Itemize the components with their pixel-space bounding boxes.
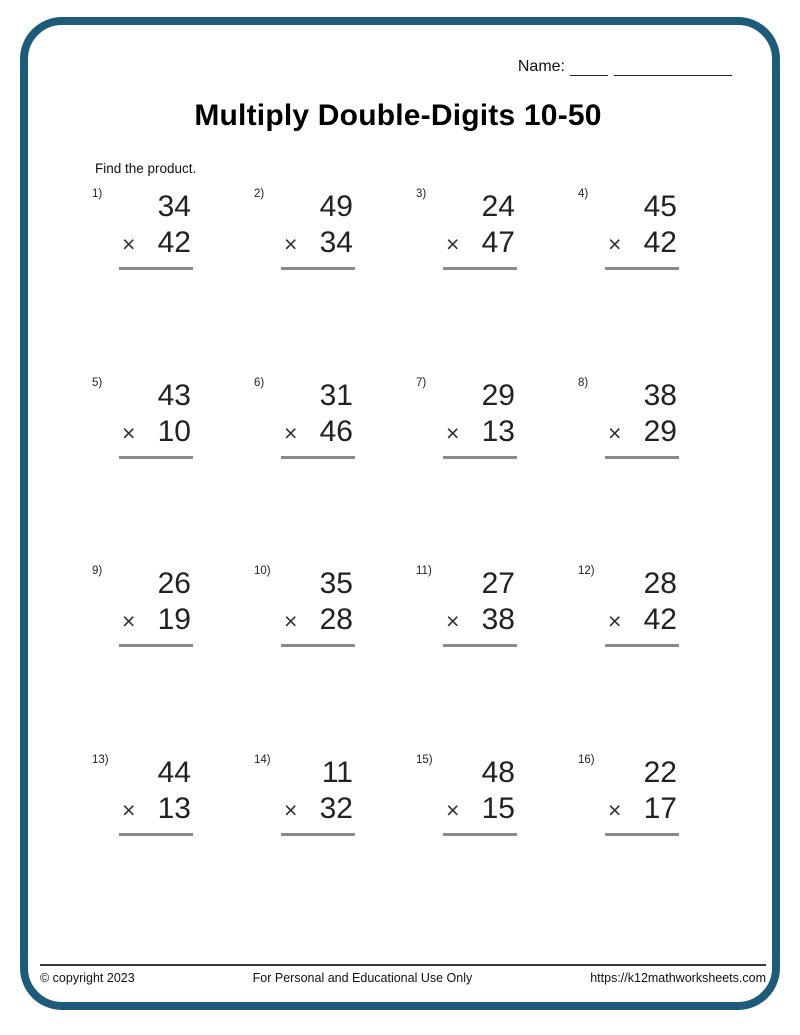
problem-work-area [119, 755, 193, 836]
answer-line [119, 644, 193, 647]
bottom-operand: 13 [481, 414, 515, 448]
multiplication-problem [578, 752, 740, 941]
multiplication-problem [92, 375, 254, 564]
problem-work-area [119, 378, 193, 459]
problem-number: 3) [416, 188, 427, 200]
problem-work-area [119, 566, 193, 647]
name-blank-line-long [614, 58, 732, 76]
answer-line [605, 833, 679, 836]
top-operand: 27 [481, 567, 515, 600]
multiplication-problem [254, 563, 416, 752]
problem-work-area [443, 755, 517, 836]
multiplication-problem [578, 375, 740, 564]
answer-line [281, 644, 355, 647]
problems-grid [92, 186, 740, 940]
bottom-operand: 13 [157, 791, 191, 825]
multiply-icon: × [446, 231, 460, 257]
answer-line [281, 456, 355, 459]
answer-line [281, 267, 355, 270]
multiplication-problem [254, 752, 416, 941]
problem-work-area [443, 189, 517, 270]
problem-number: 2) [254, 188, 265, 200]
answer-line [443, 456, 517, 459]
bottom-operand: 42 [157, 226, 191, 259]
problem-number: 14) [254, 753, 271, 766]
bottom-operand-row [119, 224, 193, 263]
top-operand: 28 [643, 567, 677, 600]
answer-line [605, 644, 679, 647]
bottom-operand-row [443, 601, 517, 640]
bottom-operand-row [605, 601, 679, 640]
problem-number: 11) [416, 565, 432, 577]
top-operand: 48 [481, 755, 515, 789]
problem-number: 10) [254, 565, 271, 577]
problem-work-area [119, 189, 193, 270]
multiply-icon: × [608, 419, 622, 446]
problem-number: 1) [92, 188, 103, 200]
multiplication-problem [416, 752, 578, 941]
bottom-operand: 28 [319, 603, 353, 636]
multiply-icon: × [446, 419, 460, 446]
top-operand: 45 [643, 190, 677, 223]
bottom-operand-row [605, 413, 679, 452]
bottom-operand: 15 [481, 791, 515, 825]
problem-work-area [443, 566, 517, 647]
top-operand: 43 [157, 378, 191, 412]
bottom-operand-row [281, 224, 355, 263]
answer-line [119, 833, 193, 836]
answer-line [443, 644, 517, 647]
footer-usage-text: For Personal and Educational Use Only [252, 971, 473, 985]
multiply-icon: × [284, 796, 298, 823]
top-operand: 26 [157, 567, 191, 600]
top-operand: 29 [481, 378, 515, 412]
multiply-icon: × [122, 796, 136, 823]
answer-line [119, 267, 193, 270]
multiplication-problem [254, 186, 416, 375]
bottom-operand-row [605, 224, 679, 263]
bottom-operand-row [281, 413, 355, 452]
multiplication-problem [578, 563, 740, 752]
multiply-icon: × [608, 796, 622, 823]
top-operand: 11 [321, 755, 353, 789]
top-operand: 31 [319, 378, 353, 412]
bottom-operand-row [605, 790, 679, 829]
bottom-operand-row [119, 413, 193, 452]
problem-work-area [605, 755, 679, 836]
bottom-operand: 29 [643, 414, 677, 448]
multiply-icon: × [284, 231, 298, 257]
bottom-operand-row [281, 601, 355, 640]
bottom-operand-row [443, 790, 517, 829]
problem-work-area [605, 566, 679, 647]
multiply-icon: × [122, 231, 136, 257]
problem-number: 16) [578, 753, 595, 766]
multiplication-problem [416, 186, 578, 375]
answer-line [605, 267, 679, 270]
name-blank-line-short [570, 58, 608, 76]
bottom-operand: 32 [319, 791, 353, 825]
bottom-operand: 42 [643, 603, 677, 636]
name-row [0, 58, 732, 76]
multiplication-problem [254, 375, 416, 564]
bottom-operand-row [443, 413, 517, 452]
multiply-icon: × [446, 608, 460, 634]
multiply-icon: × [446, 796, 460, 823]
bottom-operand: 34 [319, 226, 353, 259]
top-operand: 44 [157, 755, 191, 789]
answer-line [119, 456, 193, 459]
top-operand: 22 [643, 755, 677, 789]
top-operand: 49 [319, 190, 353, 223]
multiplication-problem [416, 375, 578, 564]
problem-work-area [443, 378, 517, 459]
instruction-text: Find the product. [95, 161, 197, 176]
multiply-icon: × [122, 419, 136, 446]
problem-number: 15) [416, 753, 433, 766]
multiply-icon: × [284, 419, 298, 446]
problem-number: 7) [416, 376, 427, 389]
bottom-operand: 19 [157, 603, 191, 636]
top-operand: 35 [319, 567, 353, 600]
answer-line [443, 267, 517, 270]
problem-work-area [281, 189, 355, 270]
footer-url-link[interactable]: https://k12mathworksheets.com [590, 971, 766, 985]
bottom-operand: 10 [157, 414, 191, 448]
multiply-icon: × [284, 608, 298, 634]
footer [40, 971, 766, 985]
answer-line [605, 456, 679, 459]
bottom-operand: 38 [481, 603, 515, 636]
bottom-operand-row [119, 601, 193, 640]
name-label: Name: [517, 58, 565, 75]
multiplication-problem [92, 563, 254, 752]
answer-line [443, 833, 517, 836]
multiply-icon: × [608, 608, 622, 634]
multiplication-problem [92, 186, 254, 375]
footer-divider [40, 964, 766, 966]
problem-work-area [605, 378, 679, 459]
bottom-operand: 42 [643, 226, 677, 259]
problem-number: 4) [578, 188, 589, 200]
bottom-operand: 17 [643, 791, 677, 825]
problem-number: 8) [578, 376, 589, 389]
problem-work-area [281, 378, 355, 459]
top-operand: 24 [481, 190, 515, 223]
multiplication-problem [92, 752, 254, 941]
problem-number: 5) [92, 376, 103, 389]
bottom-operand: 47 [481, 226, 515, 259]
problem-number: 12) [578, 565, 595, 577]
bottom-operand-row [281, 790, 355, 829]
multiply-icon: × [122, 608, 136, 634]
answer-line [281, 833, 355, 836]
multiply-icon: × [608, 231, 622, 257]
top-operand: 34 [157, 190, 191, 223]
problem-number: 9) [92, 565, 103, 577]
problem-number: 6) [254, 376, 265, 389]
bottom-operand: 46 [319, 414, 353, 448]
multiplication-problem [416, 563, 578, 752]
problem-number: 13) [92, 753, 109, 766]
bottom-operand-row [119, 790, 193, 829]
footer-copyright: © copyright 2023 [40, 971, 135, 985]
multiplication-problem [578, 186, 740, 375]
top-operand: 38 [643, 378, 677, 412]
problem-work-area [281, 755, 355, 836]
problem-work-area [281, 566, 355, 647]
problem-work-area [605, 189, 679, 270]
page-title: Multiply Double-Digits 10-50 [194, 99, 602, 132]
bottom-operand-row [443, 224, 517, 263]
